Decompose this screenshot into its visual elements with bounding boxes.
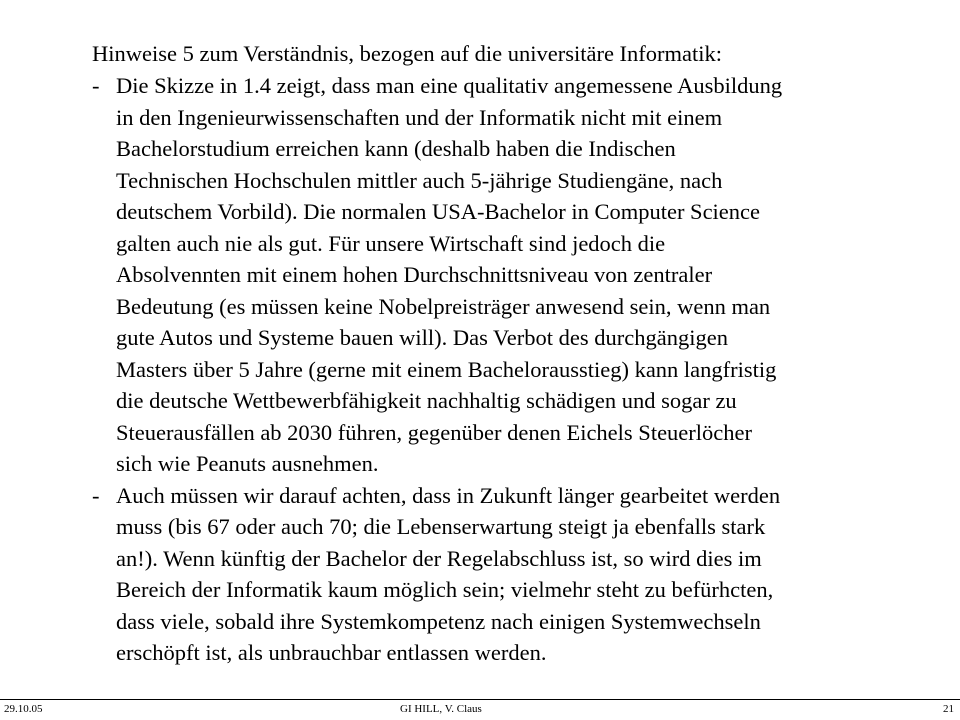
footer-divider (0, 699, 960, 700)
bullet-line: gute Autos und Systeme bauen will). Das Verbot des durchgängigen (116, 325, 728, 350)
footer-date: 29.10.05 (4, 703, 43, 715)
bullet-line: an!). Wenn künftig der Bachelor der Regelabschluss ist, so wird dies im (116, 545, 762, 571)
bullet-marker: - (92, 482, 100, 508)
bullet-item (92, 70, 922, 480)
bullet-item (92, 480, 922, 669)
bullet-line: in den Ingenieurwissenschaften und der Informatik nicht mit einem (116, 104, 723, 130)
bullet-line: dass viele, sobald ihre Systemkompetenz nach einigen Systemwechseln (116, 608, 761, 634)
bullet-line: Auch müssen wir darauf achten, dass in Zukunft länger gearbeitet werden (116, 482, 781, 508)
bullet-line: Bedeutung (es müssen keine Nobelpreisträger anwesend sein, wenn man (116, 293, 771, 319)
footer-page-number: 21 (943, 703, 954, 715)
footer-author: GI HILL, V. Claus (400, 703, 482, 715)
bullet-line: die deutsche Wettbewerbfähigkeit nachhaltig schädigen und sogar zu (116, 388, 737, 413)
bullet-marker: - (92, 73, 100, 98)
bullet-line: Bachelorstudium erreichen kann (deshalb haben die Indischen (116, 136, 676, 161)
slide-body (92, 38, 922, 669)
bullet-line: deutschem Vorbild). Die normalen USA-Bachelor in Computer Science (116, 199, 761, 224)
bullet-line: Absolvennten mit einem hohen Durchschnittsniveau von zentraler (116, 262, 713, 287)
bullet-line: Masters über 5 Jahre (gerne mit einem Bachelorausstieg) kann langfristig (116, 356, 777, 382)
slide-heading: Hinweise 5 zum Verständnis, bezogen auf die universitäre Informatik: (92, 41, 723, 66)
bullet-line: Bereich der Informatik kaum möglich sein; vielmehr steht zu befürhcten, (116, 577, 774, 602)
bullet-line: erschöpft ist, als unbrauchbar entlassen werden. (116, 640, 547, 665)
bullet-line: sich wie Peanuts ausnehmen. (116, 451, 379, 476)
bullet-line: Steuerausfällen ab 2030 führen, gegenüber denen Eichels Steuerlöcher (116, 419, 752, 445)
bullet-line: muss (bis 67 oder auch 70; die Lebenserwartung steigt ja ebenfalls stark (116, 514, 766, 539)
bullet-line: Technischen Hochschulen mittler auch 5-jährige Studiengäne, nach (116, 167, 723, 193)
bullet-line: Die Skizze in 1.4 zeigt, dass man eine qualitativ angemessene Ausbildung (116, 73, 783, 98)
bullet-line: galten auch nie als gut. Für unsere Wirtschaft sind jedoch die (116, 230, 666, 256)
